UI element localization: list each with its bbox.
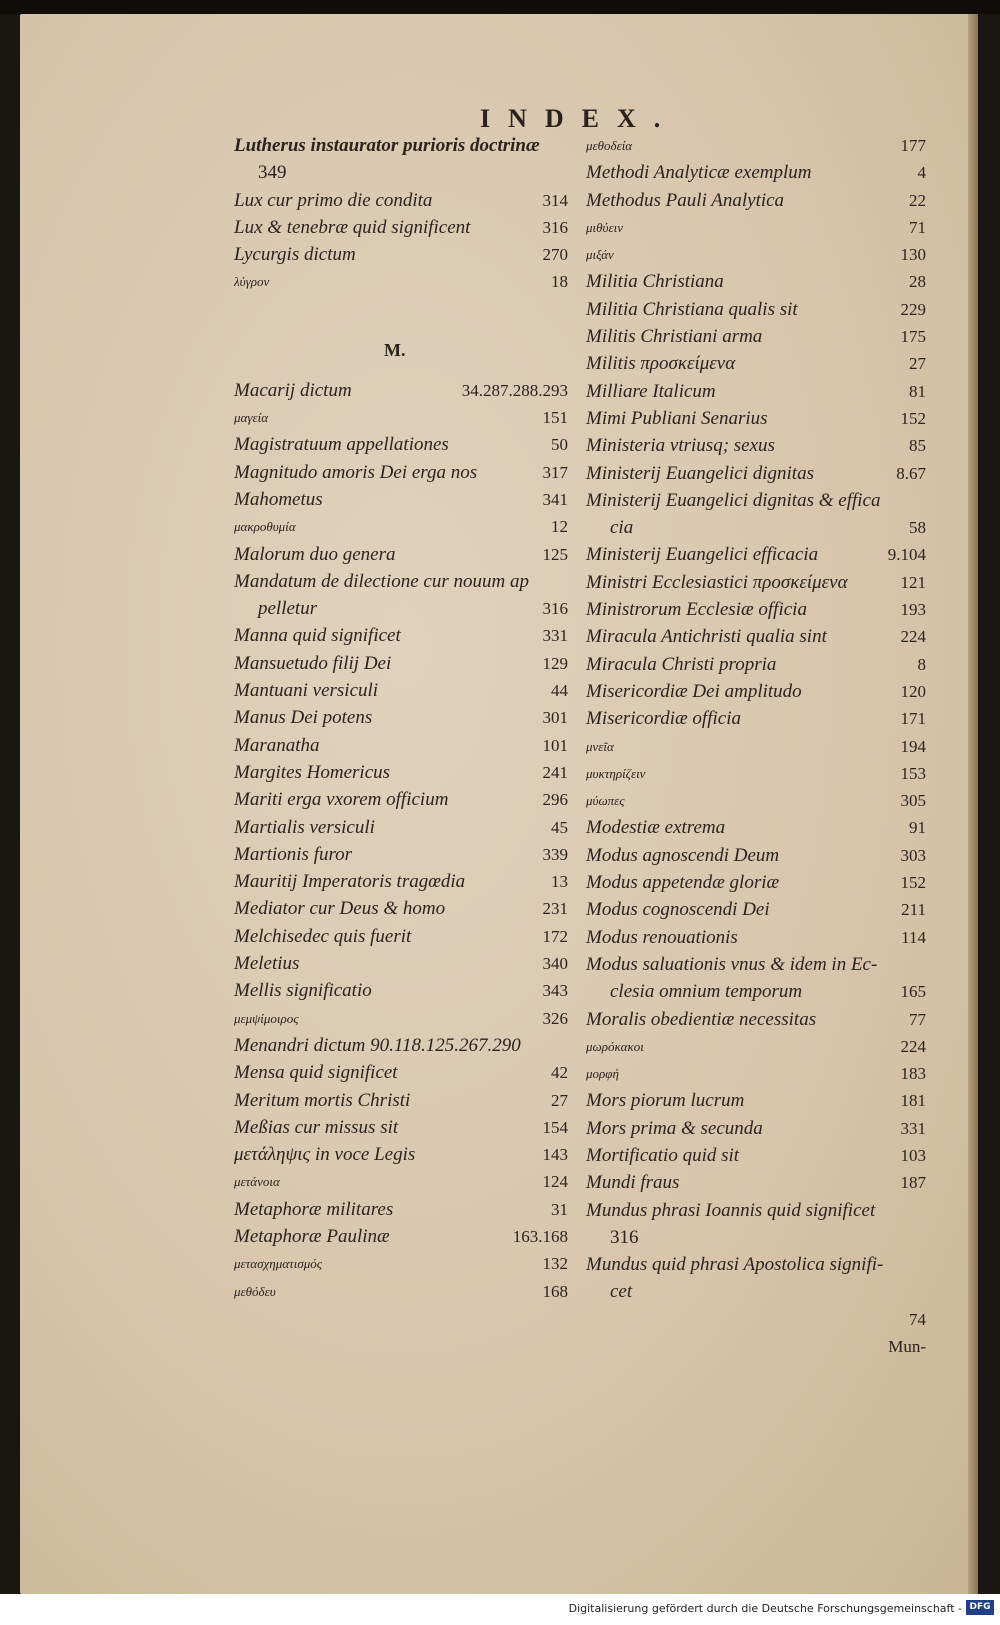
index-term: Mors prima & secunda	[586, 1117, 763, 1139]
index-term: Mundus phrasi Ioannis quid significet	[586, 1199, 876, 1221]
index-term: Ministrorum Ecclesiæ officia	[586, 599, 807, 621]
index-entry	[586, 1169, 926, 1196]
index-term: Lutherus instaurator purioris doctrinæ	[234, 135, 540, 156]
index-term: Mediator cur Deus & homo	[234, 898, 446, 920]
index-term: Meletius	[234, 953, 300, 975]
index-entry	[586, 569, 926, 596]
index-entry	[234, 704, 568, 731]
index-entry	[234, 1196, 568, 1223]
funding-notice: Digitalisierung gefördert durch die Deutsche Forschungsgemeinschaft -	[568, 1602, 962, 1615]
index-term: Melchisedec quis fuerit	[234, 925, 412, 947]
index-entry	[586, 1251, 926, 1278]
index-term: Macarij dictum	[234, 379, 352, 401]
page-reference: 231	[542, 899, 568, 919]
index-term: Moralis obedientiæ necessitas	[586, 1008, 817, 1030]
index-term: Lux cur primo die condita	[234, 189, 433, 211]
index-entry	[586, 1087, 926, 1114]
index-entry	[234, 814, 568, 841]
index-entry	[234, 923, 568, 950]
index-entry	[234, 323, 568, 377]
page-reference: 296	[542, 790, 568, 810]
index-entry	[234, 732, 568, 759]
page-reference: 8.67	[896, 463, 926, 483]
index-entry	[586, 951, 926, 978]
index-entry	[586, 651, 926, 678]
index-entry	[586, 1033, 926, 1060]
index-term: Menandri dictum 90.118.125.267.290	[234, 1034, 521, 1056]
index-entry	[586, 296, 926, 323]
index-entry	[586, 187, 926, 214]
index-entry	[586, 132, 926, 159]
index-entry	[234, 650, 568, 677]
page-reference: 193	[900, 600, 926, 620]
index-entry	[586, 268, 926, 295]
page-reference: 125	[542, 544, 568, 564]
index-term: 349	[258, 162, 287, 184]
index-term: Militia Christiana	[586, 271, 724, 293]
index-entry	[586, 241, 926, 268]
page-reference: 152	[900, 408, 926, 428]
page-reference: 152	[900, 873, 926, 893]
index-entry	[234, 1168, 568, 1195]
footer-bar	[0, 1594, 1000, 1625]
index-entry	[234, 268, 568, 295]
index-entry	[234, 1059, 568, 1086]
index-term: Mors piorum lucrum	[586, 1090, 745, 1112]
page-reference: 224	[900, 1036, 926, 1056]
page-reference: 130	[900, 245, 926, 265]
index-entry	[586, 733, 926, 760]
index-term: Modus cognoscendi Dei	[586, 899, 770, 921]
page-reference: 339	[542, 844, 568, 864]
index-term: Mandatum de dilectione cur nouum ap	[234, 570, 529, 592]
page-reference: Mun-	[888, 1337, 926, 1357]
index-term: Misericordiæ Dei amplitudo	[586, 680, 802, 702]
index-term: Misericordiæ officia	[586, 708, 741, 730]
index-entry	[586, 1306, 926, 1333]
index-entry	[586, 405, 926, 432]
page-reference: 153	[900, 763, 926, 783]
index-entry	[586, 1197, 926, 1224]
index-entry	[234, 1087, 568, 1114]
page-reference: 91	[909, 818, 926, 838]
page-reference: 31	[551, 1199, 568, 1219]
index-term: Modus renouationis	[586, 926, 738, 948]
page-reference: 270	[542, 245, 568, 265]
index-entry	[586, 1278, 926, 1305]
page-reference: 27	[551, 1090, 568, 1110]
page-reference: 22	[909, 190, 926, 210]
page-reference: 12	[551, 517, 568, 537]
page-reference: 316	[542, 217, 568, 237]
index-entry	[586, 323, 926, 350]
page-reference: 18	[551, 272, 568, 292]
index-entry	[234, 159, 568, 186]
index-term: cet	[610, 1281, 633, 1303]
index-entry	[234, 541, 568, 568]
page-reference: 85	[909, 436, 926, 456]
index-entry	[234, 841, 568, 868]
index-column-right	[586, 132, 926, 1360]
index-entry	[234, 513, 568, 540]
index-entry	[234, 786, 568, 813]
index-term: Mellis significatio	[234, 980, 372, 1002]
page-reference: 340	[542, 954, 568, 974]
index-entry	[234, 132, 568, 159]
page-reference: 143	[542, 1145, 568, 1165]
index-term: μιθύειν	[586, 219, 623, 235]
page-reference: 331	[900, 1118, 926, 1138]
page-reference: 28	[909, 272, 926, 292]
index-term: Miracula Antichristi qualia sint	[586, 626, 827, 648]
index-entry	[234, 568, 568, 595]
index-entry	[234, 241, 568, 268]
dfg-logo: DFG	[966, 1600, 994, 1615]
index-term: μαγεία	[234, 410, 269, 426]
index-entry	[234, 1223, 568, 1250]
page-reference: 229	[900, 299, 926, 319]
index-term: λύγρον	[234, 274, 270, 290]
index-entry	[586, 1060, 926, 1087]
page-edge	[968, 14, 978, 1594]
index-term: Mansuetudo filij Dei	[234, 652, 392, 674]
index-entry	[586, 350, 926, 377]
index-entry	[234, 459, 568, 486]
page-reference: 316	[542, 599, 568, 619]
index-term: 316	[610, 1226, 639, 1248]
index-entry	[586, 432, 926, 459]
index-term: μορφή	[586, 1066, 619, 1082]
page-reference: 326	[542, 1008, 568, 1028]
index-term: Mantuani versiculi	[234, 680, 379, 702]
index-entry	[586, 924, 926, 951]
index-entry	[234, 214, 568, 241]
index-entry	[586, 541, 926, 568]
index-term: Modus saluationis vnus & idem in Ec-	[586, 953, 878, 975]
index-entry	[234, 759, 568, 786]
page-reference: 74	[909, 1309, 926, 1329]
index-entry	[234, 1250, 568, 1277]
index-entry	[586, 1224, 926, 1251]
index-term: Mundus quid phrasi Apostolica signifi-	[586, 1254, 884, 1276]
page-reference: 172	[542, 926, 568, 946]
index-entry	[586, 678, 926, 705]
index-term: Miracula Christi propria	[586, 653, 777, 675]
page-reference: 317	[542, 462, 568, 482]
page-reference: 331	[542, 626, 568, 646]
page-reference: 168	[542, 1281, 568, 1301]
index-term: Lycurgis dictum	[234, 244, 356, 266]
index-term: Mortificatio quid sit	[586, 1144, 740, 1166]
index-entry	[234, 950, 568, 977]
index-term: Ministeria vtriusq; sexus	[586, 435, 775, 457]
index-term: μυκτηρίζειν	[586, 765, 646, 781]
index-term: Mauritij Imperatoris tragœdia	[234, 871, 466, 893]
page-header: INDEX.	[480, 104, 679, 133]
index-term: μωρόκακοι	[586, 1038, 644, 1054]
index-entry	[586, 814, 926, 841]
index-term: Margites Homericus	[234, 761, 391, 783]
index-entry	[234, 895, 568, 922]
page-reference: 101	[542, 735, 568, 755]
page-reference: 341	[542, 489, 568, 509]
index-term: μύωπες	[586, 793, 625, 809]
index-term: Ministerij Euangelici dignitas	[586, 462, 814, 484]
index-entry	[234, 1141, 568, 1168]
index-term: Metaphoræ militares	[234, 1198, 394, 1220]
index-term: μετασχηματισμός	[234, 1256, 323, 1272]
index-term: Mahometus	[234, 488, 323, 510]
index-term: Mensa quid significet	[234, 1062, 398, 1084]
index-entry	[586, 842, 926, 869]
page-reference: 4	[917, 163, 926, 183]
page-reference: 81	[909, 381, 926, 401]
page-reference: 181	[900, 1091, 926, 1111]
page-reference: 171	[900, 709, 926, 729]
page-reference: 301	[542, 708, 568, 728]
page-reference: 211	[901, 900, 926, 920]
index-entry	[234, 1278, 568, 1305]
index-entry	[234, 187, 568, 214]
index-entry	[586, 487, 926, 514]
index-term: pelletur	[258, 598, 318, 620]
index-term: Modus agnoscendi Deum	[586, 844, 780, 866]
page-reference: 77	[909, 1009, 926, 1029]
index-entry	[586, 460, 926, 487]
page-reference: 132	[542, 1254, 568, 1274]
index-term: μνεῖα	[586, 738, 614, 754]
index-term: Meritum mortis Christi	[234, 1089, 411, 1111]
index-term: Manna quid significet	[234, 625, 401, 647]
index-term: Militis προσκείμενα	[586, 353, 736, 375]
index-term: Manus Dei potens	[234, 707, 373, 729]
index-entry	[586, 705, 926, 732]
page-reference: 241	[542, 762, 568, 782]
page-reference: 44	[551, 681, 568, 701]
page-reference: 194	[900, 736, 926, 756]
index-term: cia	[610, 517, 634, 539]
index-term: Modestiæ extrema	[586, 817, 726, 839]
index-term: Militis Christiani arma	[586, 326, 763, 348]
page-reference: 50	[551, 435, 568, 455]
index-term: Milliare Italicum	[586, 380, 716, 402]
index-entry	[234, 431, 568, 458]
page-reference: 103	[900, 1145, 926, 1165]
index-entry	[234, 595, 568, 622]
index-entry	[586, 869, 926, 896]
index-entry	[586, 1115, 926, 1142]
page-reference: 314	[542, 190, 568, 210]
index-entry	[234, 1005, 568, 1032]
page-reference: 163.168	[512, 1226, 568, 1246]
index-term: μεμψίμοιρος	[234, 1010, 299, 1026]
page-reference: 303	[900, 845, 926, 865]
index-term: μεθόδευ	[234, 1283, 276, 1299]
index-term: Martialis versiculi	[234, 816, 375, 838]
index-entry	[234, 404, 568, 431]
index-term: μιξάν	[586, 247, 614, 263]
index-term: Mimi Publiani Senarius	[586, 407, 768, 429]
index-entry	[586, 1142, 926, 1169]
index-entry	[586, 1006, 926, 1033]
page-reference: 187	[900, 1173, 926, 1193]
page-reference: 45	[551, 817, 568, 837]
page-reference: 224	[900, 627, 926, 647]
index-entry	[586, 159, 926, 186]
page-reference: 42	[551, 1063, 568, 1083]
page-reference: 27	[909, 354, 926, 374]
index-entry	[586, 787, 926, 814]
scan-top-border	[0, 0, 1000, 14]
index-entry	[586, 378, 926, 405]
index-term: Malorum duo genera	[234, 543, 396, 565]
index-entry	[234, 296, 568, 323]
index-term: Methodi Analyticæ exemplum	[586, 162, 812, 184]
index-entry	[586, 1333, 926, 1360]
index-entry	[234, 377, 568, 404]
index-term: Militia Christiana qualis sit	[586, 298, 798, 320]
index-entry	[234, 1032, 568, 1059]
index-entry	[586, 978, 926, 1005]
index-term: μεθοδεία	[586, 138, 633, 153]
page-reference: 154	[542, 1117, 568, 1137]
index-term: Martionis furor	[234, 843, 353, 865]
index-entry	[586, 514, 926, 541]
page-reference: 124	[542, 1172, 568, 1192]
index-entry	[234, 1114, 568, 1141]
index-term: Mariti erga vxorem officium	[234, 789, 449, 811]
index-entry	[586, 623, 926, 650]
index-entry	[234, 868, 568, 895]
index-entry	[234, 622, 568, 649]
index-term: μετάληψις in voce Legis	[234, 1144, 416, 1166]
index-term: Ministerij Euangelici dignitas & effica	[586, 489, 881, 511]
index-term: Metaphoræ Paulinæ	[234, 1225, 390, 1247]
index-term: Magistratuum appellationes	[234, 434, 449, 456]
page-reference: 343	[542, 981, 568, 1001]
index-term: Magnitudo amoris Dei erga nos	[234, 461, 478, 483]
page-reference: 151	[542, 408, 568, 428]
page-reference: 8	[917, 654, 926, 674]
index-entry	[586, 760, 926, 787]
index-entry	[586, 214, 926, 241]
index-entry	[234, 677, 568, 704]
page-reference: 121	[900, 572, 926, 592]
index-term: Modus appetendæ gloriæ	[586, 872, 780, 894]
index-term: Ministri Ecclesiastici προσκείμενα	[586, 571, 848, 593]
index-term: Maranatha	[234, 734, 320, 756]
index-entry	[234, 977, 568, 1004]
page-reference: 177	[900, 136, 926, 155]
index-term: Ministerij Euangelici efficacia	[586, 544, 819, 566]
page-reference: 9.104	[887, 545, 926, 565]
index-term: clesia omnium temporum	[610, 981, 803, 1003]
index-entry	[234, 486, 568, 513]
page-reference: 71	[909, 217, 926, 237]
index-term: μετάνοια	[234, 1174, 280, 1190]
page-reference: 13	[551, 872, 568, 892]
page-reference: 114	[901, 927, 926, 947]
page-reference: 34.287.288.293	[461, 380, 568, 400]
page-reference: 58	[909, 518, 926, 538]
page-reference: 165	[900, 982, 926, 1002]
index-term: Methodus Pauli Analytica	[586, 189, 785, 211]
index-term: M.	[384, 339, 406, 360]
index-entry	[586, 896, 926, 923]
index-term: μακροθυμία	[234, 519, 296, 535]
page-reference: 183	[900, 1064, 926, 1084]
index-term: Lux & tenebræ quid significent	[234, 216, 471, 238]
index-term: Mundi fraus	[586, 1172, 680, 1194]
page-reference: 305	[900, 791, 926, 811]
index-term: Meßias cur missus sit	[234, 1116, 399, 1138]
index-column-left	[234, 132, 568, 1305]
page-reference: 120	[900, 681, 926, 701]
index-entry	[586, 596, 926, 623]
page-reference: 129	[542, 653, 568, 673]
page-reference: 175	[900, 327, 926, 347]
